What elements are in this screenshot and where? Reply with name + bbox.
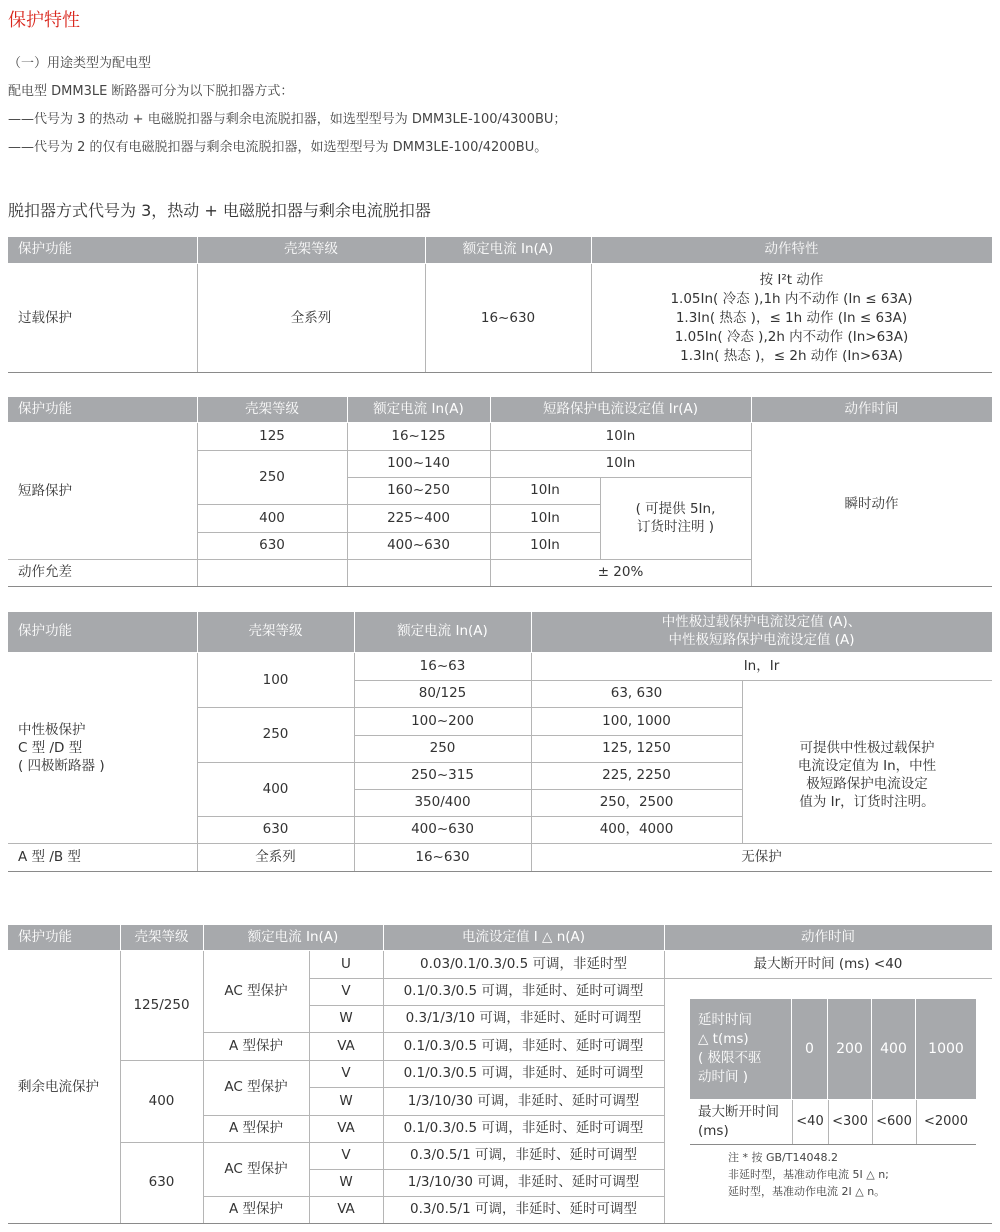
t1-function: 过载保护 [18,309,72,326]
t4-header-setting: 电流设定值 I △ n(A) [383,925,664,950]
t4-max-time: 最大断开时间 (ms) <40 [753,956,903,973]
t3-current: 350/400 [414,794,471,811]
delay-value: 1000 [916,999,976,1099]
t3-frame: 630 [262,821,289,838]
t4-function: 剩余电流保护 [18,1078,99,1095]
t3-function-line: C 型 /D 型 [18,739,83,756]
t3-header-neutral-line: 中性极过载保护电流设定值 (A)、 [661,614,862,631]
t1-char-line: 1.05In( 冷态 ),1h 内不动作 (In ≤ 63A) [670,290,913,307]
t4-code: VA [337,1120,355,1137]
intro-line-1: （一）用途类型为配电型 [8,56,152,71]
t2-action-time: 瞬时动作 [844,496,899,513]
t2-tolerance-label: 动作允差 [18,564,72,581]
t4-frame: 400 [148,1092,175,1109]
t1-char-line: 1.3In( 热态 )，≤ 2h 动作 (In>63A) [680,347,903,364]
t2-header-frame: 壳架等级 [197,397,347,422]
break-value: <600 [876,1114,912,1130]
t2-frame: 125 [259,428,285,445]
t2-frame: 630 [259,537,285,554]
t2-frame: 400 [259,509,285,526]
t4-setting: 1/3/10/30 可调，非延时、延时可调型 [407,1174,640,1191]
t3-header-function: 保护功能 [8,612,197,652]
t4-note-line: 非延时型，基准动作电流 5I △ n; [728,1168,889,1181]
t2-current: 100~140 [387,455,450,472]
t3-current: 100~200 [411,712,474,729]
t4-setting: 0.3/1/3/10 可调，非延时、延时可调型 [405,1010,642,1027]
t1-char-line: 1.05In( 冷态 ),2h 内不动作 (In>63A) [674,328,909,345]
t2-setting: 10In [530,482,560,499]
t3-frame: 250 [262,726,289,743]
t1-current: 16~630 [480,309,536,326]
t3-note-line: 电流设定值为 In，中性 [797,757,937,774]
t2-setting: 10In [605,455,636,472]
t4-type: A 型保护 [228,1037,284,1054]
page-title: 保护特性 [8,10,80,31]
t3-header-current: 额定电流 In(A) [354,612,531,652]
t4-code: V [341,1147,351,1164]
t1-char-line: 按 I²t 动作 [759,271,824,288]
t2-function: 短路保护 [18,482,72,499]
t1-header-function: 保护功能 [8,237,197,263]
t4-header-current: 额定电流 In(A) [203,925,383,950]
t2-setting: 10In [605,428,636,445]
t1-header-characteristic: 动作特性 [591,237,992,263]
t2-setting: 10In [530,509,560,526]
t4-header-frame: 壳架等级 [120,925,203,950]
t4-setting: 0.03/0.1/0.3/0.5 可调，非延时型 [420,956,627,973]
t4-type: AC 型保护 [224,983,288,1000]
t1-char-line: 1.3In( 热态 )，≤ 1h 动作 (In ≤ 63A) [675,309,908,326]
break-value: <300 [832,1114,868,1130]
t2-option-note-line: ( 可提供 5In, [635,500,716,517]
t3-function [8,653,197,843]
break-label-line: (ms) [698,1123,729,1139]
t2-header-current: 额定电流 In(A) [347,397,490,422]
t3-value: 125, 1250 [602,740,671,757]
break-time-label [690,1100,792,1144]
t3-value: 400，4000 [599,821,674,838]
t4-setting: 0.1/0.3/0.5 可调，非延时、延时可调型 [403,1037,644,1054]
delay-header-line: ( 极限不驱 [698,1050,762,1066]
delay-value: 200 [828,999,871,1099]
t3-note-line: 可提供中性极过载保护 [799,739,935,756]
delay-value: 0 [792,999,827,1099]
t4-setting: 0.1/0.3/0.5 可调，非延时、延时可调型 [403,1065,644,1082]
t3-header-frame: 壳架等级 [197,612,354,652]
t3-current: 400~630 [411,821,474,838]
t3-ab-value: 无保护 [741,848,782,865]
t2-current: 16~125 [391,428,446,445]
delay-header-line: 延时时间 [698,1012,752,1028]
t4-note-line: 延时型，基准动作电流 2I △ n。 [728,1185,886,1198]
t1-header-current: 额定电流 In(A) [425,237,591,263]
t3-value: 100, 1000 [602,712,671,729]
t3-value: In，Ir [743,658,780,675]
t4-code: U [341,956,351,973]
t3-value: 225, 2250 [602,767,671,784]
t2-tolerance-value: ± 20% [597,564,644,581]
t1-header-frame: 壳架等级 [197,237,425,263]
t2-current: 400~630 [387,537,450,554]
t4-header-function: 保护功能 [8,925,120,950]
t4-code: V [341,983,351,1000]
intro-line-3: ——代号为 3 的热动 + 电磁脱扣器与剩余电流脱扣器，如选型型号为 DMM3LE-100/4300BU； [8,112,567,127]
t2-header-time: 动作时间 [751,397,992,422]
t2-setting: 10In [530,537,560,554]
t4-frame: 630 [148,1174,175,1191]
t2-current: 160~250 [387,482,450,499]
t4-code: V [341,1065,351,1082]
break-value: <40 [796,1114,824,1130]
t4-header-time: 动作时间 [664,925,992,950]
intro-line-2: 配电型 DMM3LE 断路器可分为以下脱扣器方式： [8,84,294,99]
delay-header-line: 动时间 ) [698,1069,749,1085]
t2-frame: 250 [259,468,285,485]
t4-setting: 0.3/0.5/1 可调，非延时、延时可调型 [410,1201,637,1218]
t3-value: 250，2500 [599,794,674,811]
t2-header-setting: 短路保护电流设定值 Ir(A) [490,397,751,422]
t4-code: W [339,1174,353,1191]
t4-type: A 型保护 [228,1201,284,1218]
t2-header-function: 保护功能 [8,397,197,422]
t4-type: AC 型保护 [224,1160,288,1177]
intro-line-4: ——代号为 2 的仅有电磁脱扣器与剩余电流脱扣器，如选型型号为 DMM3LE-100/4200BU。 [8,140,548,155]
t4-setting: 0.3/0.5/1 可调，非延时、延时可调型 [410,1147,637,1164]
t4-code: W [339,1010,353,1027]
t4-type: AC 型保护 [224,1079,288,1096]
delay-value: 400 [872,999,915,1099]
t4-code: VA [337,1037,355,1054]
t2-option-note [600,477,751,559]
t3-note-line: 极短路保护电流设定 [806,776,928,792]
t3-frame: 100 [262,671,289,688]
t3-value: 63, 630 [610,685,663,702]
t4-frame: 125/250 [133,997,190,1014]
t4-type: A 型保护 [228,1120,284,1137]
t3-current: 250 [429,740,456,757]
t3-function-line: ( 四极断路器 ) [18,758,105,775]
t2-current: 225~400 [387,509,450,526]
t4-setting: 1/3/10/30 可调，非延时、延时可调型 [407,1092,640,1109]
t3-ab-current: 16~630 [415,848,470,865]
t3-frame: 400 [262,780,289,797]
t4-setting: 0.1/0.3/0.5 可调，非延时、延时可调型 [403,983,644,1000]
t3-header-neutral-line: 中性极短路保护电流设定值 (A) [668,632,855,648]
t1-characteristic [591,266,992,370]
t3-current: 80/125 [418,685,467,702]
t3-ab-label: A 型 /B 型 [18,848,81,865]
t4-note-line: 注 * 按 GB/T14048.2 [728,1151,838,1164]
t3-ab-frame: 全系列 [255,848,296,865]
t3-current: 16~63 [419,658,466,675]
t1-frame: 全系列 [290,309,332,326]
t3-note-line: 值为 Ir，订货时注明。 [799,794,935,811]
delay-header-label [690,999,791,1099]
delay-header-line: △ t(ms) [698,1031,749,1047]
t4-code: VA [337,1201,355,1218]
t3-function-line: 中性极保护 [18,721,86,738]
t4-setting: 0.1/0.3/0.5 可调，非延时、延时可调型 [403,1120,644,1137]
t3-header-neutral [531,612,992,652]
t3-note [742,707,992,843]
section-title: 脱扣器方式代号为 3，热动 + 电磁脱扣器与剩余电流脱扣器 [8,201,431,220]
break-label-line: 最大断开时间 [698,1104,779,1120]
t2-option-note-line: 订货时注明 ) [636,519,715,535]
t4-code: W [339,1092,353,1109]
t3-current: 250~315 [411,767,474,784]
break-value: <2000 [924,1114,968,1130]
